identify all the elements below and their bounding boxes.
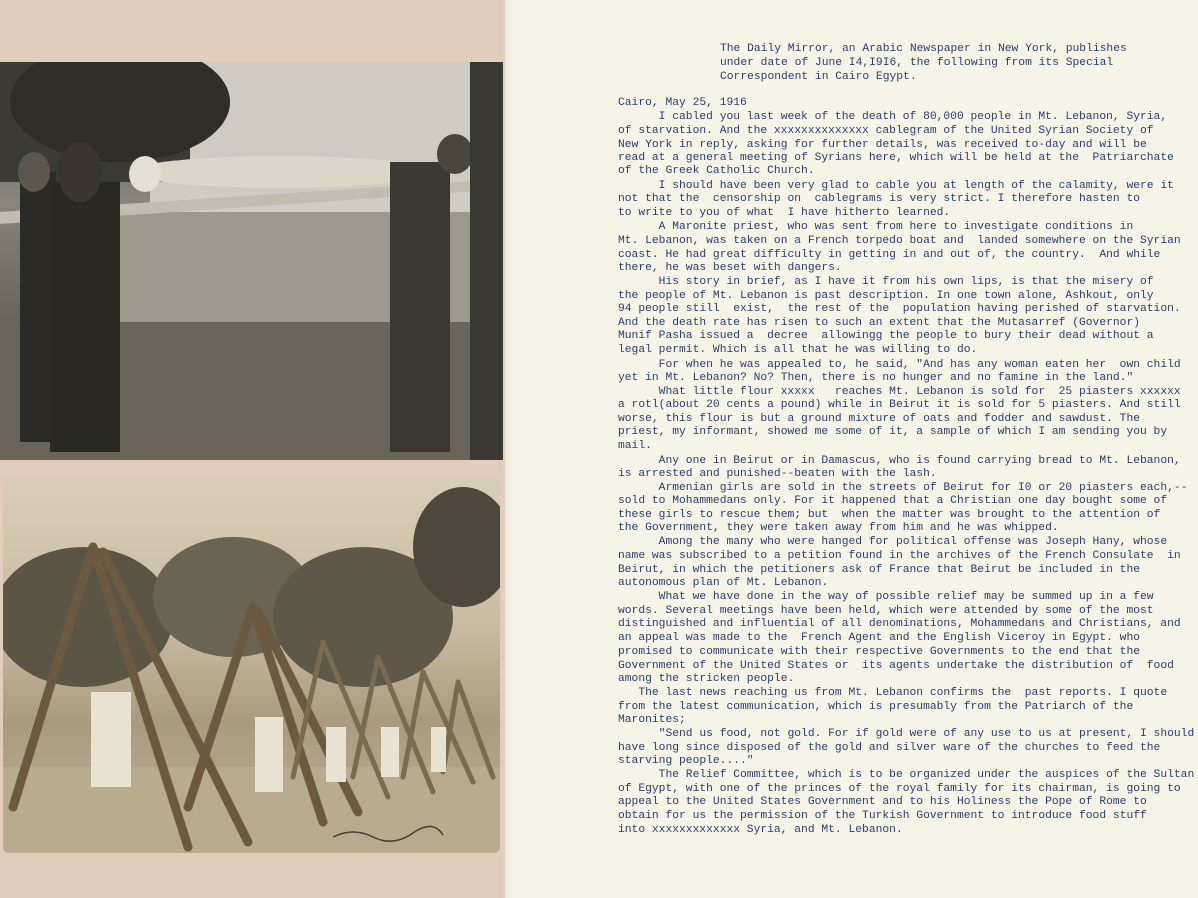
body-line: Beirut, in which the petitioners ask of France that Beirut be included in the xyxy=(618,564,1141,576)
body-line: Mt. Lebanon, was taken on a French torpedo boat and landed somewhere on the Syrian xyxy=(618,235,1181,247)
body-line: Government of the United States or its agents undertake the distribution of food xyxy=(618,660,1174,672)
body-line: these girls to rescue them; but when the matter was brought to the attention of xyxy=(618,509,1161,521)
body-line: autonomous plan of Mt. Lebanon. xyxy=(618,577,829,589)
body-line: have long since disposed of the gold and silver ware of the churches to feed the xyxy=(618,742,1161,754)
body-line: Any one in Beirut or in Damascus, who is found carrying bread to Mt. Lebanon, xyxy=(618,455,1181,467)
body-line: not that the censorship on cablegrams is very strict. I therefore hasten to xyxy=(618,193,1141,205)
body-line: coast. He had great difficulty in getting in and out of, the country. And while xyxy=(618,249,1161,261)
body-line: obtain for us the permission of the Turkish Government to introduce food stuff xyxy=(618,810,1147,822)
body-line: The Relief Committee, which is to be organized under the auspices of the Sultan xyxy=(618,769,1195,781)
header-line: Correspondent in Cairo Egypt. xyxy=(720,71,917,83)
body-line: Munif Pasha issued a decree allowingg the people to bury their dead without a xyxy=(618,330,1154,342)
body-line: priest, my informant, showed me some of it, a sample of which I am sending you by xyxy=(618,426,1168,438)
body-line: legal permit. Which is all that he was willing to do. xyxy=(618,344,978,356)
body-line: of the Greek Catholic Church. xyxy=(618,165,815,177)
body-line: among the stricken people. xyxy=(618,673,795,685)
body-line: of starvation. And the xxxxxxxxxxxxxx cablegram of the United Syrian Society of xyxy=(618,125,1154,137)
body-line: a rotl(about 20 cents a pound) while in Beirut it is sold for 5 piasters. And still xyxy=(618,399,1181,411)
body-line: Among the many who were hanged for political offense was Joseph Hany, whose xyxy=(618,536,1168,548)
body-line: distinguished and influential of all denominations, Mohammedans and Christians, and xyxy=(618,618,1181,630)
body-line: New York in reply, asking for further details, was received to-day and will be xyxy=(618,139,1147,151)
body-line: worse, this flour is but a ground mixture of oats and fodder and sawdust. The xyxy=(618,413,1141,425)
body-line: I should have been very glad to cable you at length of the calamity, were it xyxy=(618,180,1174,192)
body-line: mail. xyxy=(618,440,652,452)
body-line: A Maronite priest, who was sent from here to investigate conditions in xyxy=(618,221,1134,233)
body-line: Maronites; xyxy=(618,714,686,726)
body-line: For when he was appealed to, he said, "And has any woman eaten her own child xyxy=(618,359,1181,371)
body-line: name was subscribed to a petition found in the archives of the French Consulate in xyxy=(618,550,1181,562)
body-line: of Egypt, with one of the princes of the royal family for its chairman, is going to xyxy=(618,783,1181,795)
body-line: an appeal was made to the French Agent and the English Viceroy in Egypt. who xyxy=(618,632,1141,644)
body-line: I cabled you last week of the death of 80,000 people in Mt. Lebanon, Syria, xyxy=(618,111,1168,123)
body-line: Armenian girls are sold in the streets of Beirut for I0 or 20 piasters each,-- xyxy=(618,482,1188,494)
header-line: The Daily Mirror, an Arabic Newspaper in New York, publishes xyxy=(720,43,1127,55)
gallows-photograph xyxy=(3,477,500,853)
body-line: What little flour xxxxx reaches Mt. Lebanon is sold for 25 piasters xxxxxx xyxy=(618,386,1181,398)
body-line: to write to you of what I have hitherto learned. xyxy=(618,207,951,219)
body-line: And the death rate has risen to such an extent that the Mutasarref (Governor) xyxy=(618,317,1141,329)
body-line: sold to Mohammedans only. For it happened that a Christian one day bought some of xyxy=(618,495,1168,507)
body-line: there, he was beset with dangers. xyxy=(618,262,842,274)
letter-text xyxy=(505,0,1198,898)
body-line: read at a general meeting of Syrians here, which will be held at the Patriarchate xyxy=(618,152,1174,164)
famine-photograph xyxy=(0,62,503,460)
body-line: "Send us food, not gold. For if gold were of any use to us at present, I should xyxy=(618,728,1195,740)
body-line: What we have done in the way of possible relief may be summed up in a few xyxy=(618,591,1154,603)
body-line: the people of Mt. Lebanon is past description. In one town alone, Ashkout, only xyxy=(618,290,1154,302)
photo-panel xyxy=(0,0,503,898)
body-line: words. Several meetings have been held, which were attended by some of the most xyxy=(618,605,1154,617)
body-line: promised to communicate with their respective Governments to the end that the xyxy=(618,646,1141,658)
header-line: under date of June I4,I9I6, the following from its Special xyxy=(720,57,1114,69)
body-line: starving people...." xyxy=(618,755,754,767)
body-line: His story in brief, as I have it from his own lips, is that the misery of xyxy=(618,276,1154,288)
body-line: 94 people still exist, the rest of the population having perished of starvation. xyxy=(618,303,1181,315)
body-line: appeal to the United States Government and to his Holiness the Pope of Rome to xyxy=(618,796,1147,808)
body-line: into xxxxxxxxxxxxx Syria, and Mt. Lebanon. xyxy=(618,824,903,836)
body-line: is arrested and punished--beaten with the lash. xyxy=(618,468,937,480)
dateline: Cairo, May 25, 1916 xyxy=(618,97,747,109)
body-line: from the latest communication, which is presumably from the Patriarch of the xyxy=(618,701,1134,713)
body-line: the Government, they were taken away from him and he was whipped. xyxy=(618,522,1059,534)
typed-letter xyxy=(505,0,1198,898)
body-line: yet in Mt. Lebanon? No? Then, there is no hunger and no famine in the land." xyxy=(618,372,1134,384)
body-line: The last news reaching us from Mt. Lebanon confirms the past reports. I quote xyxy=(618,687,1168,699)
